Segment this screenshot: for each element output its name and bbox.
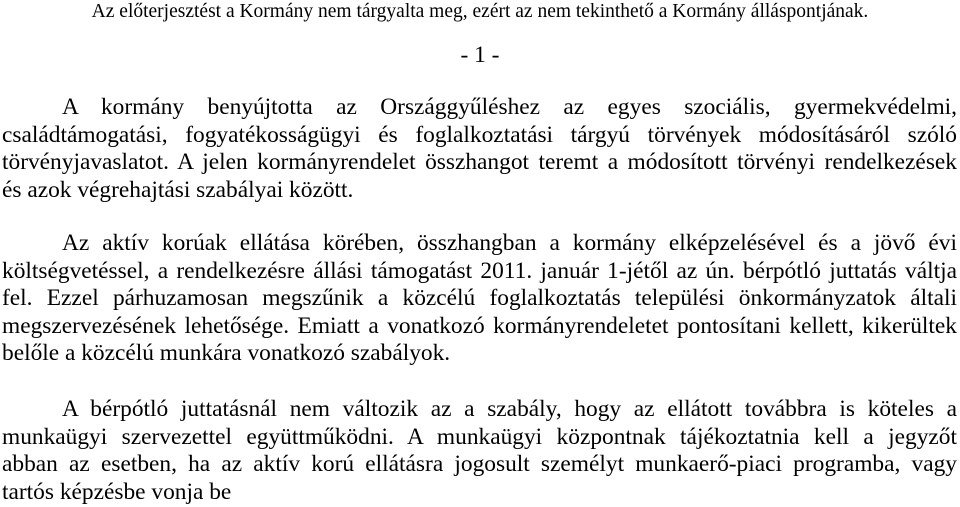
- paragraph-line: Az aktív korúak ellátása körében, összhangban a kormány elképzelésével és a jövő évi: [62, 230, 957, 256]
- paragraph-line: és azok végrehajtási szabályai között.: [2, 176, 354, 203]
- paragraph-line: tartós képzésbe vonja be: [2, 478, 232, 505]
- paragraph-line: megszervezésének lehetősége. Emiatt a vonatkozó kormányrendeletet pontosítani kellett, kikerültek: [2, 312, 957, 339]
- paragraph-line: költségvetéssel, a rendelkezésre állási támogatást 2011. január 1-jétől az ún. bérpótló juttatás váltja: [2, 257, 957, 284]
- paragraph-line: fel. Ezzel párhuzamosan megszűnik a közcélú foglalkoztatás települési önkormányzatok általi: [2, 285, 957, 312]
- paragraph-line: családtámogatási, fogyatékosságügyi és foglalkoztatási tárgyú törvények módosításáról szóló: [2, 121, 957, 148]
- paragraph-3: [2, 396, 957, 506]
- page-number: - 1 -: [460, 42, 500, 68]
- paragraph-line: A bérpótló juttatásnál nem változik az a szabály, hogy az ellátott továbbra is köteles a: [62, 396, 957, 422]
- paragraph-line: belőle a közcélú munkára vonatkozó szabályok.: [2, 340, 451, 367]
- paragraph-2: [2, 230, 957, 368]
- paragraph-line: munkaügyi szervezettel együttműködni. A munkaügyi központnak tájékoztatnia kell a jegyzőt: [2, 423, 957, 450]
- paragraph-line: törvényjavaslatot. A jelen kormányrendelet összhangot teremt a módosított törvényi rendelkezések: [2, 149, 957, 176]
- paragraph-line: abban az esetben, ha az aktív korú ellátásra jogosult személyt munkaerő-piaci programba, vagy: [2, 451, 957, 478]
- paragraph-line: A kormány benyújtotta az Országgyűléshez az egyes szociális, gyermekvédelmi,: [62, 94, 957, 120]
- header-notice: Az előterjesztést a Kormány nem tárgyalta meg, ezért az nem tekinthető a Kormány álláspontjának.: [91, 1, 869, 22]
- paragraph-1: [2, 94, 957, 204]
